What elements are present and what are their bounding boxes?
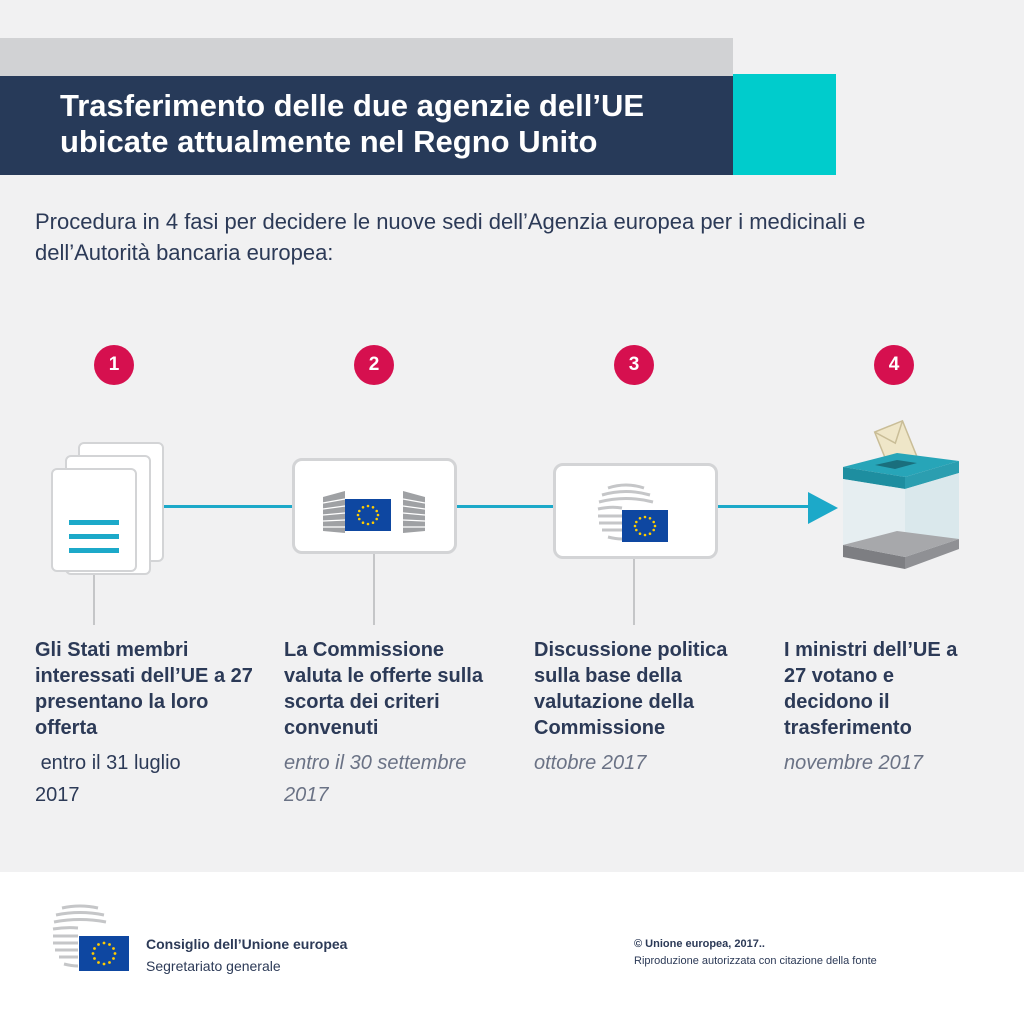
step-1-badge: 1 (94, 345, 134, 385)
step-2-stem (373, 552, 375, 625)
arrow-icon (808, 492, 838, 524)
step-2-title: La Commissione valuta le offerte sulla scorta dei criteri convenuti (284, 639, 483, 739)
step-1-title: Gli Stati membri interessati dell’UE a 27 presentano la loro offerta (35, 639, 253, 739)
european-commission-icon (295, 461, 454, 551)
step-2-card (292, 458, 457, 554)
header-grey-bar (0, 38, 733, 76)
step-1-text (35, 637, 255, 811)
step-3-stem (633, 557, 635, 625)
step-4-badge: 4 (874, 345, 914, 385)
step-1-date: entro il 31 luglio 2017 (35, 752, 187, 806)
step-2-text (284, 637, 504, 811)
step-3-card (553, 463, 718, 559)
step-3-text (534, 637, 754, 779)
step-3-badge: 3 (614, 345, 654, 385)
step-4-date: novembre 2017 (784, 752, 923, 774)
page-title: Trasferimento delle due agenzie dell’UE ubicate attualmente nel Regno Unito (60, 88, 645, 159)
title-accent-block (733, 74, 836, 175)
step-3-title: Discussione politica sulla base della valutazione della Commissione (534, 639, 728, 739)
council-icon (556, 466, 715, 556)
step-2-date: entro il 30 settembre 2017 (284, 752, 467, 806)
step-4-title: I ministri dell’UE a 27 votano e decidono il trasferimento (784, 639, 958, 739)
intro-text: Procedura in 4 fasi per decidere le nuove sedi dell’Agenzia europea per i medicinali e dell’Autorità bancaria europea: (35, 209, 866, 265)
footer-org-name: Consiglio dell’Unione europea (146, 936, 348, 952)
step-3-date: ottobre 2017 (534, 752, 647, 774)
step-1-stem (93, 570, 95, 625)
step-2-badge: 2 (354, 345, 394, 385)
footer-department: Segretariato generale (146, 958, 281, 974)
council-logo-icon (52, 904, 132, 974)
step-4-text (784, 637, 984, 779)
ballot-box-icon (835, 415, 965, 585)
footer-copyright: © Unione europea, 2017.. (634, 938, 765, 950)
footer-reproduction-note: Riproduzione autorizzata con citazione della fonte (634, 955, 877, 967)
